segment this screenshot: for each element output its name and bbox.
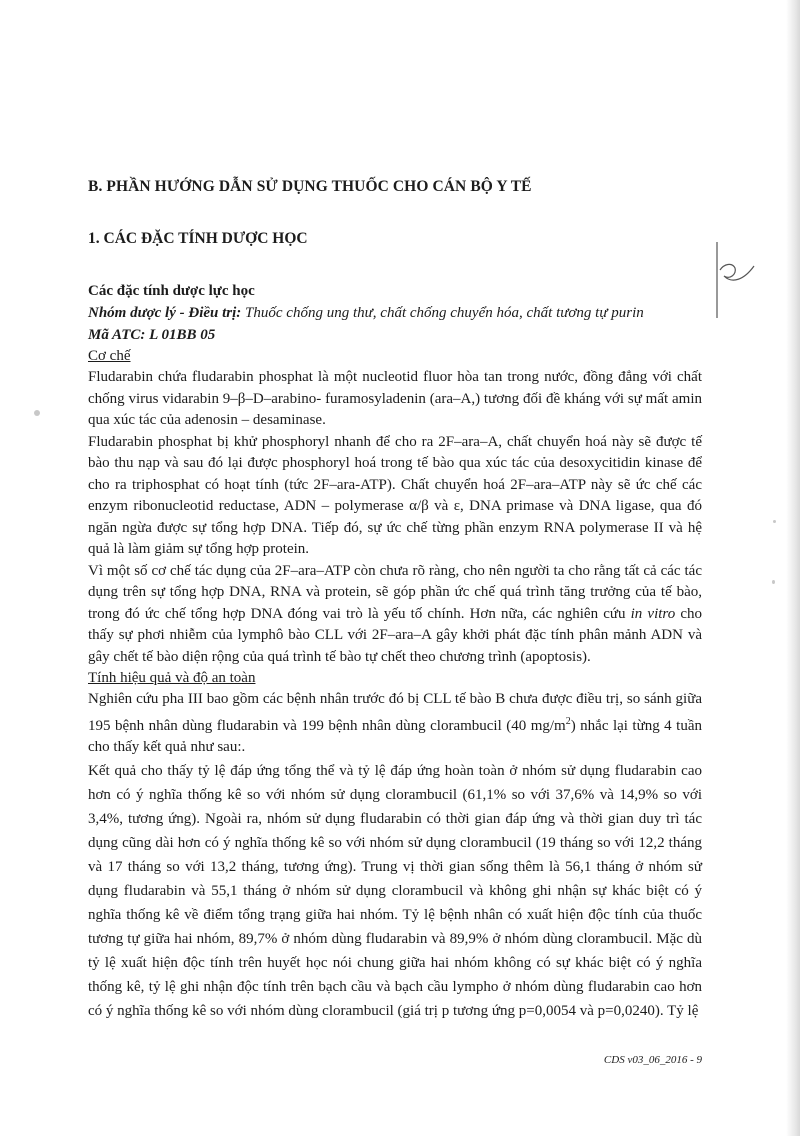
efficacy-paragraph-1 xyxy=(88,689,702,759)
content xyxy=(88,178,702,1023)
mechanism-paragraph-2: Fludarabin phosphat bị khử phosphoryl nhanh để cho ra 2F–ara–A, chất chuyển hoá này sẽ được tế bào thu nạp và sau đó lại được phosphoryl hoá trong tế bào qua xúc tác của desoxycitidin kinase để cho ra triphosphat có hoạt tính (tức 2F–ara-ATP). Chất chuyển hoá 2F–ara–ATP này sẽ ức chế các enzym ribonucleotid reductase, ADN – polymerase α/β và ε, DNA primase và DNA ligase, qua đó ngăn ngừa được sự tổng hợp DNA. Tiếp đó, sự ức chế từng phần enzym RNA polymerase II và hệ quả là làm giảm sự tổng hợp protein. xyxy=(88,433,702,557)
scan-speck xyxy=(34,410,40,416)
mechanism-p3-start: Vì một số cơ chế tác dụng của 2F–ara–ATP còn chưa rõ ràng, cho nên người ta cho rằng tất cả các tác dụng trên sự tổng hợp DNA, RNA và protein, sẽ góp phần ức chế quá trình tăng trưởng của tế bào, trong đó ức chế tổng hợp DNA đóng vai trò là yếu tố chính. Hơn nữa, các nghiên cứu xyxy=(88,562,702,622)
drug-group-line xyxy=(88,303,702,324)
mechanism-paragraph-1: Fludarabin chứa fludarabin phosphat là một nucleotid fluor hòa tan trong nước, đồng đẳng với chất chống virus vidarabin 9–β–D–arabino- furamosyladenin (ara–A,) tương đối đề kháng với sự mất amin qua xúc tác của adenosin – desaminase. xyxy=(88,369,702,428)
drug-group-label: Nhóm dược lý - Điều trị: xyxy=(88,305,242,321)
pharmacodynamics-heading: Các đặc tính dược lực học xyxy=(88,283,255,299)
scan-edge-shadow xyxy=(786,0,800,1136)
scan-speck xyxy=(772,580,775,584)
mechanism-heading: Cơ chế xyxy=(88,348,131,364)
subsection-heading: 1. CÁC ĐẶC TÍNH DƯỢC HỌC xyxy=(88,230,308,247)
efficacy-p1-start: Nghiên cứu pha III bao gồm các bệnh nhân trước đó bị CLL tế bào B chưa được điều trị, so sánh giữa 195 bệnh nhân dùng fludarabin và 199 bệnh nhân dùng clorambucil (40 mg/m xyxy=(88,691,702,734)
efficacy-p1-sup: 2 xyxy=(565,715,571,727)
page-footer: CDS v03_06_2016 - 9 xyxy=(603,1054,702,1066)
section-heading: B. PHẦN HƯỚNG DẪN SỬ DỤNG THUỐC CHO CÁN BỘ Y TẾ xyxy=(88,178,532,195)
efficacy-heading: Tính hiệu quả và độ an toàn xyxy=(88,670,256,686)
atc-code: Mã ATC: L 01BB 05 xyxy=(88,327,216,343)
mechanism-p3-end: cho thấy sự phơi nhiễm của lymphô bào CLL với 2F–ara–A gây khởi phát đặc tính phân mảnh ADN và gây chết tế bào diện rộng của quá trình tế bào tự chết theo chương trình (apoptosis). xyxy=(88,605,702,665)
efficacy-p1-end: ) nhắc lại từng 4 tuần cho thấy kết quả như sau:. xyxy=(88,717,702,755)
handwritten-initial xyxy=(702,240,762,320)
scan-speck xyxy=(773,520,776,523)
mechanism-paragraph-3 xyxy=(88,561,702,669)
mechanism-p3-italic: in vitro xyxy=(630,605,676,622)
drug-group-text: Thuốc chống ung thư, chất chống chuyển hóa, chất tương tự purin xyxy=(241,305,644,321)
efficacy-paragraph-2: Kết quả cho thấy tỷ lệ đáp ứng tổng thể và tỷ lệ đáp ứng hoàn toàn ở nhóm sử dụng fludarabin cao hơn có ý nghĩa thống kê so với nhóm sử dụng clorambucil (61,1% so với 37,6% và 14,9% so với 3,4%, tương ứng). Ngoài ra, nhóm sử dụng fludarabin có thời gian đáp ứng và thời gian duy trì tác dụng cũng dài hơn có ý nghĩa thống kê so với nhóm sử dụng clorambucil (19 tháng so với 12,2 tháng và 17 tháng so với 13,2 tháng, tương ứng). Trung vị thời gian sống thêm là 56,1 tháng ở nhóm sử dụng fludarabin và 55,1 tháng ở nhóm sử dụng clorambucil và không ghi nhận sự khác biệt có ý nghĩa thống kê về điểm tổng trạng giữa hai nhóm. Tỷ lệ bệnh nhân có xuất hiện độc tính của thuốc tương tự giữa hai nhóm, 89,7% ở nhóm dùng fludarabin và 89,9% ở nhóm dùng clorambucil. Mặc dù tỷ lệ xuất hiện độc tính trên huyết học nói chung giữa hai nhóm không có sự khác biệt có ý nghĩa thống kê, tỷ lệ ghi nhận độc tính trên bạch cầu và bạch cầu lympho ở nhóm dùng fludarabin cao hơn có ý nghĩa thống kê so với nhóm dùng clorambucil (giá trị p tương ứng p=0,0054 và p=0,0240). Tỷ lệ xyxy=(88,762,702,1019)
